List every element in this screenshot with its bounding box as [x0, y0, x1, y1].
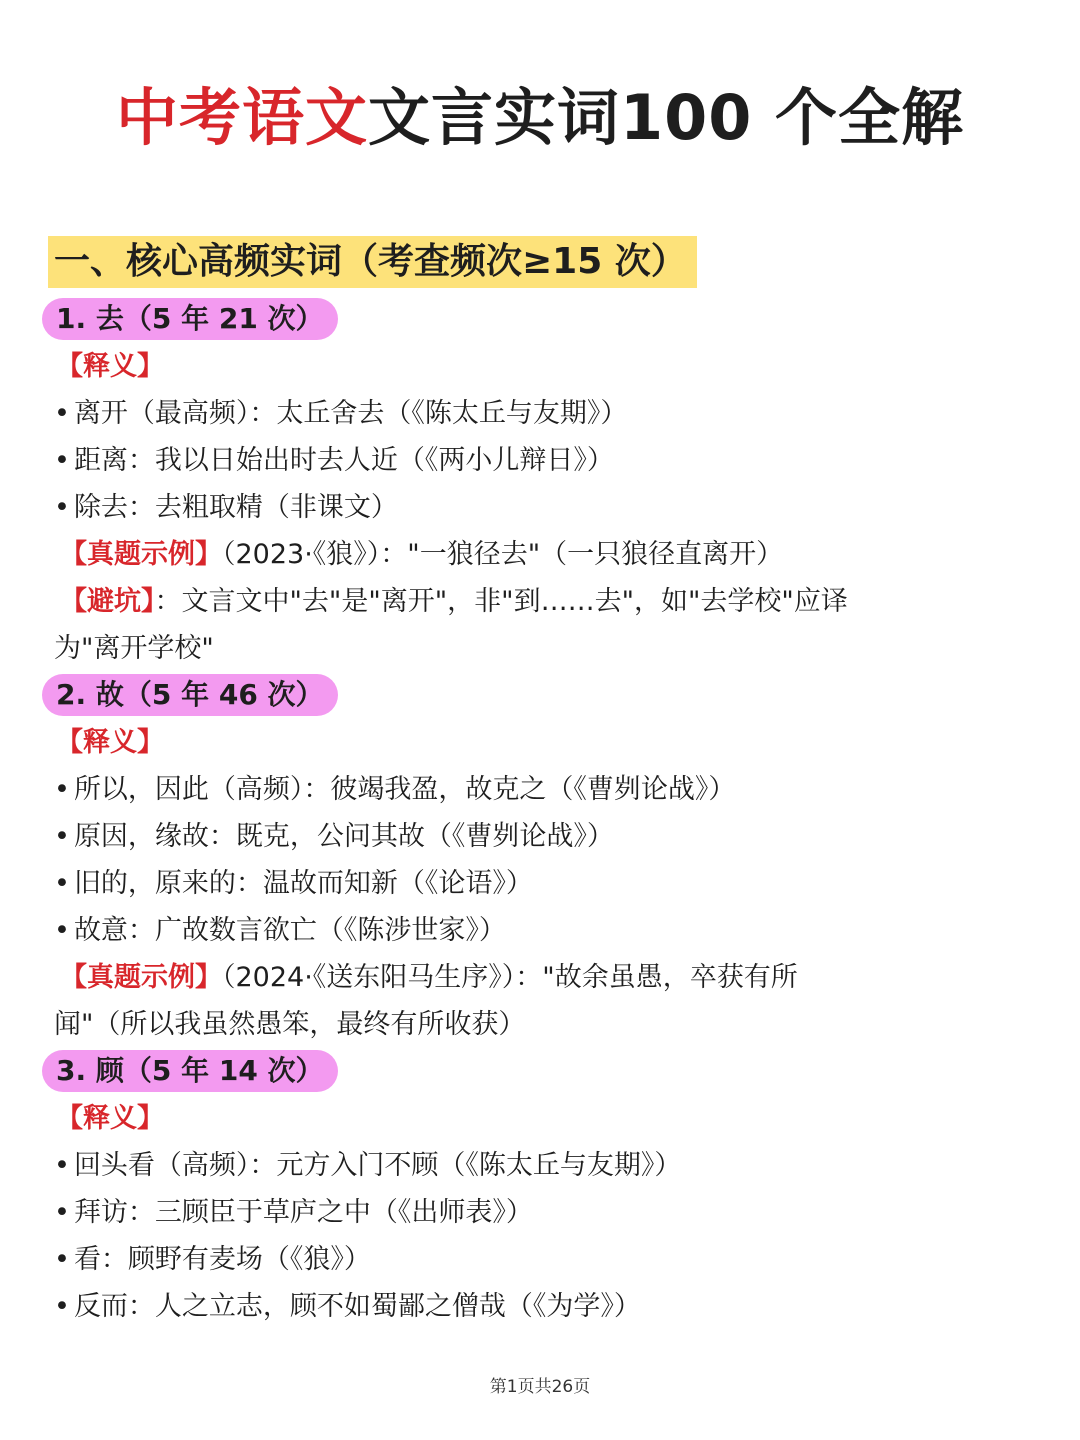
title-black-part: 文言实词100 个全解	[368, 81, 965, 154]
meaning-item: • 旧的，原来的：温故而知新（《论语》）	[54, 868, 533, 899]
page-footer: 第1页共26页	[489, 1377, 591, 1397]
pitfall-label: 【避坑】	[60, 586, 155, 617]
meaning-item: • 原因，缘故：既克，公问其故（《曹刿论战》）	[54, 821, 614, 852]
exam-example-text: （2023·《狼》）："一狼径去"（一只狼径直离开）	[222, 539, 784, 570]
section-heading: 一、核心高频实词（考查频次≥15 次）	[48, 236, 697, 288]
page-title	[0, 78, 1080, 158]
meaning-label: 【释义】	[56, 351, 164, 382]
entry-label-pill: 3. 顾（5 年 14 次）	[42, 1050, 338, 1092]
meaning-item: • 离开（最高频）：太丘舍去（《陈太丘与友期》）	[54, 398, 628, 429]
meaning-label: 【释义】	[56, 727, 164, 758]
meaning-label: 【释义】	[56, 1103, 164, 1134]
pitfall-note-cont: 为"离开学校"	[54, 633, 214, 664]
meaning-item: • 拜访：三顾臣于草庐之中（《出师表》）	[54, 1197, 533, 1228]
title-red-part: 中考语文	[115, 81, 368, 154]
exam-example-label: 【真题示例】	[60, 539, 222, 570]
meaning-item: • 反而：人之立志，顾不如蜀鄙之僧哉（《为学》）	[54, 1291, 641, 1322]
entry-gu	[0, 672, 1080, 1048]
meaning-item: • 回头看（高频）：元方入门不顾（《陈太丘与友期》）	[54, 1150, 682, 1181]
entry-label-pill: 1. 去（5 年 21 次）	[42, 298, 338, 340]
meaning-item: • 故意：广故数言欲亡（《陈涉世家》）	[54, 915, 506, 946]
entry-qu	[0, 296, 1080, 672]
entry-label-pill: 2. 故（5 年 46 次）	[42, 674, 338, 716]
exam-example-text: （2024·《送东阳马生序》）："故余虽愚，卒获有所	[222, 962, 798, 993]
meaning-item: • 除去：去粗取精（非课文）	[54, 492, 398, 523]
pitfall-text: ：文言文中"去"是"离开"，非"到……去"，如"去学校"应译	[154, 586, 848, 617]
exam-example-label: 【真题示例】	[60, 962, 222, 993]
exam-example	[0, 954, 1080, 1001]
pitfall-note	[0, 578, 1080, 625]
exam-example	[0, 531, 1080, 578]
meaning-item: • 所以，因此（高频）：彼竭我盈，故克之（《曹刿论战》）	[54, 774, 736, 805]
entries-list	[0, 296, 1080, 1330]
exam-example-cont: 闻"（所以我虽然愚笨，最终有所收获）	[54, 1009, 526, 1040]
meaning-item: • 看：顾野有麦场（《狼》）	[54, 1244, 371, 1275]
entry-gu-look	[0, 1048, 1080, 1330]
meaning-item: • 距离：我以日始出时去人近（《两小儿辩日》）	[54, 445, 614, 476]
